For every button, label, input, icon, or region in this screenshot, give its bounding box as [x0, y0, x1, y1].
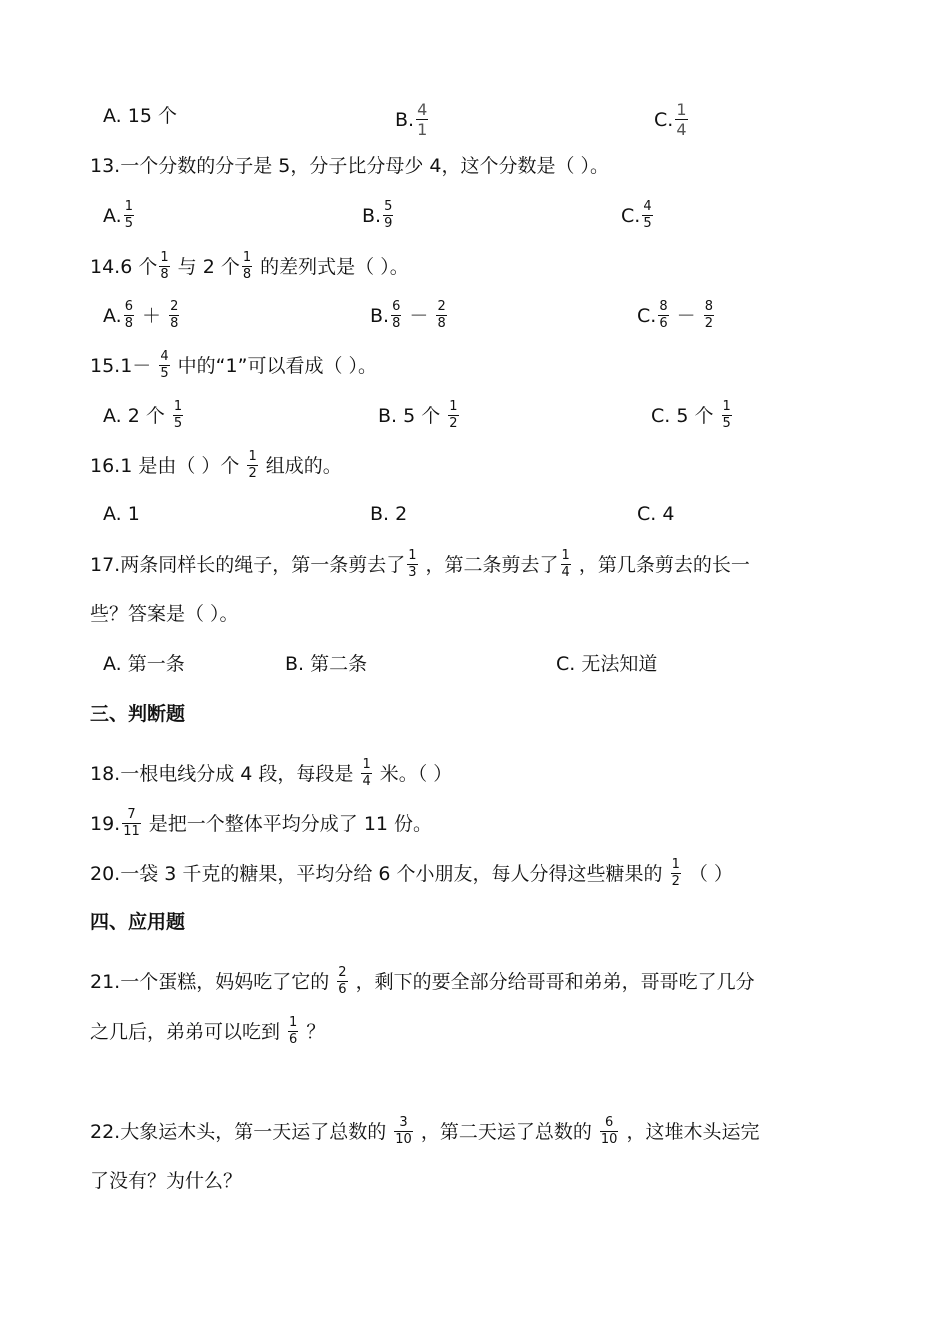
- fraction: $\frac{4}{5}$: [643, 199, 652, 231]
- question-17-cont: 些？答案是（ ）。: [90, 603, 239, 625]
- fraction: $\frac{1}{8}$: [242, 250, 252, 282]
- question-21: 21.一个蛋糕，妈妈吃了它的 $\frac{2}{6}$ ，剩下的要全部分给哥哥和弟弟，哥哥吃了几分: [90, 965, 755, 997]
- q16-option-c: C. 4: [637, 503, 675, 525]
- fraction: $\frac{1}{3}$: [408, 548, 417, 580]
- q13-option-c: C. $\frac{4}{5}$: [621, 199, 652, 231]
- q12-option-a: A. 15 个: [103, 105, 177, 127]
- question-13: 13.一个分数的分子是 5，分子比分母少 4，这个分数是（ ）。: [90, 155, 610, 177]
- fraction: $\frac{1}{5}$: [173, 399, 183, 431]
- question-15: 15.1－ $\frac{4}{5}$ 中的“1”可以看成（ ）。: [90, 349, 377, 381]
- q17-option-c: C. 无法知道: [556, 653, 658, 675]
- fraction: $\frac{8}{2}$: [704, 299, 713, 331]
- q13-option-b: B. $\frac{5}{9}$: [362, 199, 393, 231]
- fraction: $\frac{8}{6}$: [659, 299, 668, 331]
- question-17: 17.两条同样长的绳子，第一条剪去了 $\frac{1}{3}$ ，第二条剪去了 $\frac{1}{4}$ ，第几条剪去的长一: [90, 548, 750, 580]
- q17-option-b: B. 第二条: [285, 653, 368, 675]
- fraction: $\frac{4}{5}$: [160, 349, 169, 381]
- fraction: $\frac{1}{6}$: [289, 1015, 298, 1047]
- q12-option-b: B. $\frac{4}{1}$: [395, 100, 428, 139]
- question-18: 18.一根电线分成 4 段，每段是 $\frac{1}{4}$ 米。（ ）: [90, 757, 453, 789]
- question-19: 19. $\frac{7}{11}$ 是把一个整体平均分成了 11 份。: [90, 807, 433, 839]
- fraction: $\frac{2}{8}$: [170, 299, 179, 331]
- question-21-cont: 之几后，弟弟可以吃到 $\frac{1}{6}$ ？: [90, 1015, 326, 1047]
- q16-option-b: B. 2: [370, 503, 408, 525]
- question-22: 22.大象运木头，第一天运了总数的 $\frac{3}{10}$ ，第二天运了总数的 $\frac{6}{10}$ ，这堆木头运完: [90, 1115, 760, 1147]
- q14-option-b: B. $\frac{6}{8}$ － $\frac{2}{8}$: [370, 299, 446, 331]
- fraction: $\frac{1}{2}$: [671, 857, 680, 889]
- fraction: $\frac{6}{10}$: [600, 1115, 618, 1147]
- q16-option-a: A. 1: [103, 503, 140, 525]
- fraction: $\frac{6}{8}$: [392, 299, 401, 331]
- fraction: $\frac{6}{8}$: [124, 299, 133, 331]
- fraction: $\frac{1}{4}$: [362, 757, 371, 789]
- q14-option-a: A. $\frac{6}{8}$ ＋ $\frac{2}{8}$: [103, 299, 179, 331]
- q15-option-b: B. 5 个 $\frac{1}{2}$: [378, 399, 458, 431]
- fraction: $\frac{1}{2}$: [449, 399, 458, 431]
- fraction: $\frac{1}{5}$: [722, 399, 731, 431]
- fraction: $\frac{3}{10}$: [395, 1115, 412, 1147]
- fraction: $\frac{1}{4}$: [561, 548, 570, 580]
- q13-option-a: A. $\frac{1}{5}$: [103, 199, 133, 231]
- q14-option-c: C. $\frac{8}{6}$ － $\frac{8}{2}$: [637, 299, 713, 331]
- fraction: $\frac{4}{1}$: [417, 100, 428, 139]
- question-22-cont: 了没有？为什么？: [90, 1170, 243, 1192]
- fraction: $\frac{1}{5}$: [124, 199, 133, 231]
- q15-option-a: A. 2 个 $\frac{1}{5}$: [103, 399, 183, 431]
- fraction: $\frac{5}{9}$: [384, 199, 393, 231]
- fraction: $\frac{2}{6}$: [338, 965, 347, 997]
- fraction: $\frac{7}{11}$: [123, 807, 140, 839]
- section-heading-application: 四、应用题: [90, 911, 186, 933]
- q17-option-a: A. 第一条: [103, 653, 185, 675]
- fraction: $\frac{1}{8}$: [160, 250, 169, 282]
- fraction: $\frac{1}{4}$: [676, 100, 687, 139]
- section-heading-judgement: 三、判断题: [90, 703, 186, 725]
- q15-option-c: C. 5 个 $\frac{1}{5}$: [651, 399, 731, 431]
- question-16: 16.1 是由（ ）个 $\frac{1}{2}$ 组成的。: [90, 449, 342, 481]
- fraction: $\frac{2}{8}$: [437, 299, 446, 331]
- question-20: 20.一袋 3 千克的糖果，平均分给 6 个小朋友，每人分得这些糖果的 $\frac{1}{2}$ （ ）: [90, 857, 733, 889]
- question-14: 14.6 个 $\frac{1}{8}$ 与 2 个 $\frac{1}{8}$ 的差列式是（ ）。: [90, 250, 409, 282]
- fraction: $\frac{1}{2}$: [248, 449, 257, 481]
- q12-option-c: C. $\frac{1}{4}$: [654, 100, 687, 139]
